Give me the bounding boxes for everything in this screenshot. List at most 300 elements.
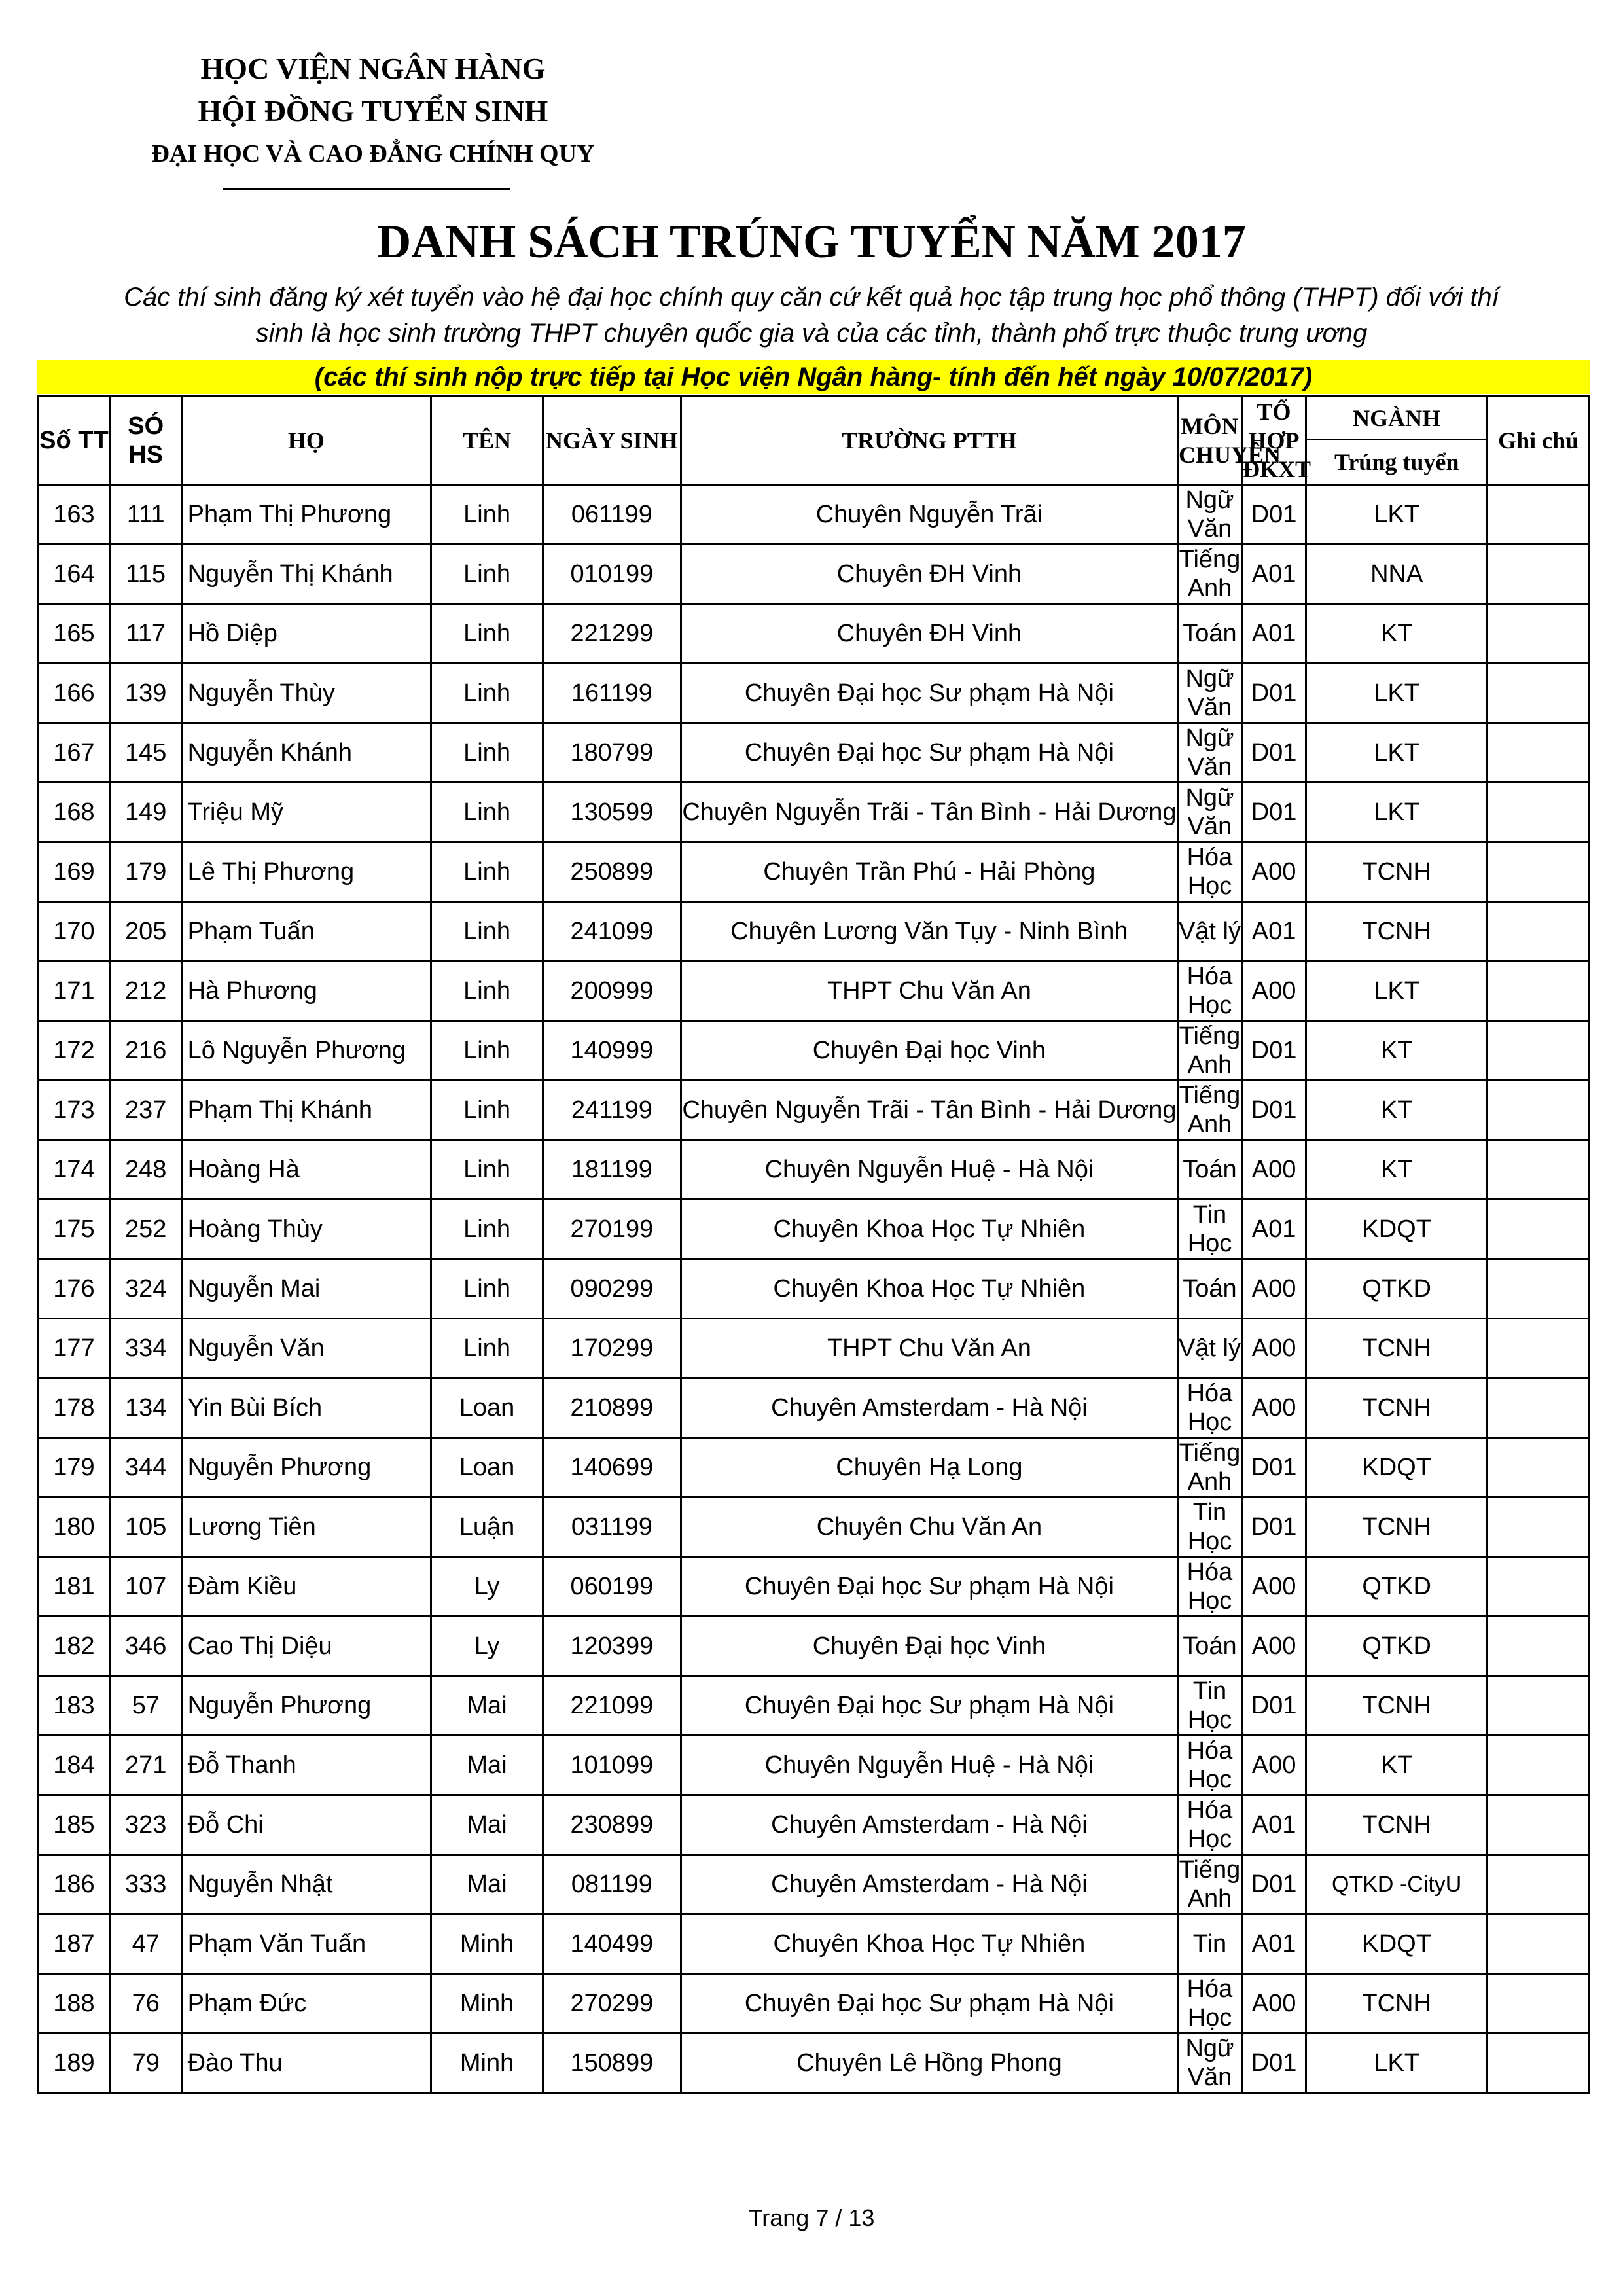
cell-ten: Linh [431, 545, 543, 604]
cell-ngaysinh: 270199 [543, 1200, 681, 1259]
cell-ghichu [1488, 1259, 1590, 1319]
cell-nganh: TCNH [1306, 1498, 1488, 1557]
cell-mon: Ngữ Văn [1177, 723, 1241, 783]
cell-sohs: 323 [110, 1795, 181, 1855]
cell-ho: Đỗ Chi [181, 1795, 431, 1855]
cell-sohs: 111 [110, 485, 181, 545]
table-row [38, 723, 1590, 783]
col-header-stt: Số TT [38, 397, 111, 485]
cell-nganh: LKT [1306, 961, 1488, 1021]
cell-nganh: KT [1306, 1081, 1488, 1140]
cell-sohs: 333 [110, 1855, 181, 1914]
cell-ten: Linh [431, 1259, 543, 1319]
cell-mon: Toán [1177, 1617, 1241, 1676]
table-row [38, 485, 1590, 545]
cell-ten: Minh [431, 2034, 543, 2093]
col-header-ghichu: Ghi chú [1488, 397, 1590, 485]
cell-sohs: 57 [110, 1676, 181, 1736]
cell-mon: Tiếng Anh [1177, 1081, 1241, 1140]
table-row [38, 842, 1590, 902]
table-row [38, 1140, 1590, 1200]
cell-ho: Hồ Diệp [181, 604, 431, 664]
cell-ghichu [1488, 1438, 1590, 1498]
cell-nganh: TCNH [1306, 1795, 1488, 1855]
cell-ghichu [1488, 1855, 1590, 1914]
cell-ghichu [1488, 1736, 1590, 1795]
cell-nganh: TCNH [1306, 902, 1488, 961]
cell-ho: Nguyễn Văn [181, 1319, 431, 1378]
cell-ghichu [1488, 961, 1590, 1021]
cell-tohop: D01 [1242, 1081, 1306, 1140]
cell-ngaysinh: 241199 [543, 1081, 681, 1140]
cell-ngaysinh: 140499 [543, 1914, 681, 1974]
cell-ngaysinh: 090299 [543, 1259, 681, 1319]
cell-ho: Lê Thị Phương [181, 842, 431, 902]
cell-truong: Chuyên Đại học Vinh [681, 1021, 1177, 1081]
cell-truong: Chuyên Amsterdam - Hà Nội [681, 1795, 1177, 1855]
cell-nganh: TCNH [1306, 1974, 1488, 2034]
cell-truong: THPT Chu Văn An [681, 961, 1177, 1021]
cell-ho: Cao Thị Diệu [181, 1617, 431, 1676]
table-row [38, 1557, 1590, 1617]
cell-nganh: LKT [1306, 485, 1488, 545]
cell-ngaysinh: 270299 [543, 1974, 681, 2034]
cell-sohs: 248 [110, 1140, 181, 1200]
cell-ho: Nguyễn Khánh [181, 723, 431, 783]
cell-ten: Linh [431, 1319, 543, 1378]
cell-mon: Hóa Học [1177, 961, 1241, 1021]
cell-mon: Hóa Học [1177, 1557, 1241, 1617]
cell-stt: 172 [38, 1021, 111, 1081]
cell-ho: Hoàng Thùy [181, 1200, 431, 1259]
cell-sohs: 115 [110, 545, 181, 604]
cell-ngaysinh: 010199 [543, 545, 681, 604]
cell-tohop: A00 [1242, 1974, 1306, 2034]
cell-tohop: D01 [1242, 2034, 1306, 2093]
cell-nganh: KT [1306, 1140, 1488, 1200]
cell-ghichu [1488, 1140, 1590, 1200]
cell-ten: Ly [431, 1557, 543, 1617]
cell-ho: Phạm Thị Khánh [181, 1081, 431, 1140]
cell-truong: Chuyên Đại học Sư phạm Hà Nội [681, 664, 1177, 723]
cell-nganh: TCNH [1306, 1319, 1488, 1378]
cell-ten: Minh [431, 1914, 543, 1974]
cell-ngaysinh: 130599 [543, 783, 681, 842]
cell-ten: Linh [431, 902, 543, 961]
cell-sohs: 346 [110, 1617, 181, 1676]
cell-nganh: QTKD [1306, 1259, 1488, 1319]
cell-truong: Chuyên Lương Văn Tụy - Ninh Bình [681, 902, 1177, 961]
cell-ngaysinh: 120399 [543, 1617, 681, 1676]
cell-tohop: A00 [1242, 1617, 1306, 1676]
cell-nganh: TCNH [1306, 1378, 1488, 1438]
cell-stt: 188 [38, 1974, 111, 2034]
cell-nganh: KT [1306, 1736, 1488, 1795]
cell-nganh: LKT [1306, 723, 1488, 783]
cell-sohs: 205 [110, 902, 181, 961]
cell-stt: 169 [38, 842, 111, 902]
cell-ngaysinh: 060199 [543, 1557, 681, 1617]
cell-truong: Chuyên Nguyễn Trãi - Tân Bình - Hải Dương [681, 1081, 1177, 1140]
cell-mon: Tin [1177, 1914, 1241, 1974]
cell-truong: Chuyên Lê Hồng Phong [681, 2034, 1177, 2093]
cell-ngaysinh: 200999 [543, 961, 681, 1021]
header-underline [223, 188, 510, 190]
cell-tohop: D01 [1242, 783, 1306, 842]
cell-tohop: A00 [1242, 1259, 1306, 1319]
cell-truong: Chuyên Khoa Học Tự Nhiên [681, 1200, 1177, 1259]
cell-ngaysinh: 150899 [543, 2034, 681, 2093]
cell-ngaysinh: 221299 [543, 604, 681, 664]
cell-truong: THPT Chu Văn An [681, 1319, 1177, 1378]
cell-tohop: A01 [1242, 545, 1306, 604]
table-row [38, 1200, 1590, 1259]
cell-ghichu [1488, 1974, 1590, 2034]
cell-stt: 167 [38, 723, 111, 783]
table-row [38, 1676, 1590, 1736]
cell-ghichu [1488, 485, 1590, 545]
cell-ghichu [1488, 1319, 1590, 1378]
cell-ho: Hoàng Hà [181, 1140, 431, 1200]
cell-tohop: A01 [1242, 604, 1306, 664]
cell-stt: 189 [38, 2034, 111, 2093]
cell-ngaysinh: 140999 [543, 1021, 681, 1081]
cell-ghichu [1488, 723, 1590, 783]
cell-ngaysinh: 230899 [543, 1795, 681, 1855]
cell-mon: Tin Học [1177, 1200, 1241, 1259]
cell-ghichu [1488, 1617, 1590, 1676]
cell-truong: Chuyên ĐH Vinh [681, 545, 1177, 604]
cell-sohs: 76 [110, 1974, 181, 2034]
col-header-ten: TÊN [431, 397, 543, 485]
cell-mon: Toán [1177, 1140, 1241, 1200]
cell-ten: Mai [431, 1855, 543, 1914]
cell-ho: Đào Thu [181, 2034, 431, 2093]
cell-ghichu [1488, 545, 1590, 604]
cell-ghichu [1488, 902, 1590, 961]
cell-nganh: NNA [1306, 545, 1488, 604]
cell-tohop: D01 [1242, 1498, 1306, 1557]
table-row [38, 902, 1590, 961]
col-header-ngaysinh: NGÀY SINH [543, 397, 681, 485]
cell-stt: 174 [38, 1140, 111, 1200]
cell-nganh: QTKD [1306, 1557, 1488, 1617]
table-row [38, 1617, 1590, 1676]
cell-ngaysinh: 170299 [543, 1319, 681, 1378]
cell-tohop: D01 [1242, 723, 1306, 783]
cell-ho: Nguyễn Phương [181, 1438, 431, 1498]
table-row [38, 1974, 1590, 2034]
table-body [38, 485, 1590, 2093]
cell-mon: Ngữ Văn [1177, 485, 1241, 545]
cell-tohop: A00 [1242, 961, 1306, 1021]
cell-mon: Hóa Học [1177, 842, 1241, 902]
cell-ten: Linh [431, 842, 543, 902]
cell-mon: Toán [1177, 604, 1241, 664]
cell-ngaysinh: 180799 [543, 723, 681, 783]
cell-stt: 178 [38, 1378, 111, 1438]
cell-stt: 185 [38, 1795, 111, 1855]
cell-ten: Loan [431, 1438, 543, 1498]
cell-stt: 165 [38, 604, 111, 664]
table-row [38, 1378, 1590, 1438]
cell-stt: 166 [38, 664, 111, 723]
cell-ten: Luận [431, 1498, 543, 1557]
cell-tohop: A00 [1242, 842, 1306, 902]
table-row [38, 2034, 1590, 2093]
cell-mon: Tiếng Anh [1177, 1438, 1241, 1498]
table-row [38, 1855, 1590, 1914]
col-header-nganh: NGÀNH [1306, 397, 1488, 440]
table-row [38, 1736, 1590, 1795]
cell-sohs: 252 [110, 1200, 181, 1259]
cell-ten: Linh [431, 485, 543, 545]
cell-ghichu [1488, 1021, 1590, 1081]
cell-sohs: 134 [110, 1378, 181, 1438]
cell-mon: Vật lý [1177, 1319, 1241, 1378]
cell-mon: Tiếng Anh [1177, 545, 1241, 604]
cell-ghichu [1488, 1557, 1590, 1617]
intro-line-2: sinh là học sinh trường THPT chuyên quốc gia và của các tỉnh, thành phố trực thuộc trung ương [255, 319, 1368, 348]
cell-sohs: 105 [110, 1498, 181, 1557]
cell-stt: 163 [38, 485, 111, 545]
cell-stt: 180 [38, 1498, 111, 1557]
cell-sohs: 212 [110, 961, 181, 1021]
cell-ten: Linh [431, 604, 543, 664]
cell-ghichu [1488, 783, 1590, 842]
cell-nganh: KDQT [1306, 1438, 1488, 1498]
cell-ghichu [1488, 2034, 1590, 2093]
cell-mon: Hóa Học [1177, 1736, 1241, 1795]
cell-tohop: D01 [1242, 485, 1306, 545]
cell-stt: 164 [38, 545, 111, 604]
cell-tohop: A01 [1242, 1200, 1306, 1259]
table-row [38, 545, 1590, 604]
cell-nganh: KT [1306, 604, 1488, 664]
intro-line-1: Các thí sinh đăng ký xét tuyển vào hệ đại học chính quy căn cứ kết quả học tập trung học phổ thông (THPT) đối với thí [124, 283, 1499, 312]
cell-ghichu [1488, 842, 1590, 902]
cell-stt: 177 [38, 1319, 111, 1378]
cell-ngaysinh: 061199 [543, 485, 681, 545]
program-name: ĐẠI HỌC VÀ CAO ĐẲNG CHÍNH QUY [151, 140, 595, 168]
cell-ten: Linh [431, 664, 543, 723]
cell-truong: Chuyên Đại học Vinh [681, 1617, 1177, 1676]
cell-truong: Chuyên Đại học Sư phạm Hà Nội [681, 1974, 1177, 2034]
cell-mon: Tin Học [1177, 1676, 1241, 1736]
cell-ho: Lương Tiên [181, 1498, 431, 1557]
cell-ghichu [1488, 1081, 1590, 1140]
table-row [38, 1498, 1590, 1557]
cell-sohs: 139 [110, 664, 181, 723]
cell-nganh: QTKD [1306, 1617, 1488, 1676]
cell-stt: 184 [38, 1736, 111, 1795]
table-row [38, 1795, 1590, 1855]
cell-nganh: LKT [1306, 783, 1488, 842]
cell-sohs: 216 [110, 1021, 181, 1081]
cell-ho: Phạm Thị Phương [181, 485, 431, 545]
cell-sohs: 149 [110, 783, 181, 842]
col-header-sohs: SÓ HS [110, 397, 181, 485]
cell-ten: Linh [431, 723, 543, 783]
cell-sohs: 271 [110, 1736, 181, 1795]
cell-sohs: 179 [110, 842, 181, 902]
cell-truong: Chuyên ĐH Vinh [681, 604, 1177, 664]
cell-stt: 182 [38, 1617, 111, 1676]
cell-mon: Ngữ Văn [1177, 2034, 1241, 2093]
cell-ho: Hà Phương [181, 961, 431, 1021]
cell-ho: Phạm Văn Tuấn [181, 1914, 431, 1974]
cell-nganh: KT [1306, 1021, 1488, 1081]
cell-truong: Chuyên Amsterdam - Hà Nội [681, 1855, 1177, 1914]
cell-sohs: 237 [110, 1081, 181, 1140]
cell-truong: Chuyên Khoa Học Tự Nhiên [681, 1259, 1177, 1319]
cell-ho: Đàm Kiều [181, 1557, 431, 1617]
cell-tohop: D01 [1242, 1855, 1306, 1914]
cell-stt: 173 [38, 1081, 111, 1140]
cell-ho: Phạm Đức [181, 1974, 431, 2034]
table-row [38, 1021, 1590, 1081]
cell-sohs: 324 [110, 1259, 181, 1319]
cell-nganh: KDQT [1306, 1914, 1488, 1974]
cell-tohop: A01 [1242, 1914, 1306, 1974]
cell-truong: Chuyên Đại học Sư phạm Hà Nội [681, 1557, 1177, 1617]
council-name: HỘI ĐỒNG TUYỂN SINH [198, 94, 548, 128]
cell-ngaysinh: 241099 [543, 902, 681, 961]
cell-nganh: QTKD -CityU [1306, 1855, 1488, 1914]
highlight-banner: (các thí sinh nộp trực tiếp tại Học viện Ngân hàng- tính đến hết ngày 10/07/2017) [37, 360, 1590, 394]
col-header-truong: TRƯỜNG PTTH [681, 397, 1177, 485]
cell-ten: Mai [431, 1795, 543, 1855]
cell-mon: Tiếng Anh [1177, 1855, 1241, 1914]
admission-table [37, 395, 1590, 2094]
cell-ghichu [1488, 1498, 1590, 1557]
cell-nganh: KDQT [1306, 1200, 1488, 1259]
cell-sohs: 334 [110, 1319, 181, 1378]
cell-ghichu [1488, 604, 1590, 664]
cell-ho: Yin Bùi Bích [181, 1378, 431, 1438]
cell-tohop: A01 [1242, 902, 1306, 961]
cell-tohop: A00 [1242, 1140, 1306, 1200]
cell-truong: Chuyên Đại học Sư phạm Hà Nội [681, 723, 1177, 783]
cell-truong: Chuyên Nguyễn Trãi - Tân Bình - Hải Dương [681, 783, 1177, 842]
org-name: HỌC VIỆN NGÂN HÀNG [200, 52, 546, 85]
cell-mon: Tin Học [1177, 1498, 1241, 1557]
cell-ngaysinh: 221099 [543, 1676, 681, 1736]
cell-stt: 187 [38, 1914, 111, 1974]
cell-stt: 186 [38, 1855, 111, 1914]
cell-ho: Phạm Tuấn [181, 902, 431, 961]
cell-ho: Nguyễn Nhật [181, 1855, 431, 1914]
cell-mon: Vật lý [1177, 902, 1241, 961]
cell-ngaysinh: 031199 [543, 1498, 681, 1557]
cell-mon: Hóa Học [1177, 1795, 1241, 1855]
cell-mon: Tiếng Anh [1177, 1021, 1241, 1081]
cell-ten: Linh [431, 1081, 543, 1140]
cell-ten: Minh [431, 1974, 543, 2034]
table-row [38, 961, 1590, 1021]
cell-ghichu [1488, 664, 1590, 723]
cell-tohop: A00 [1242, 1319, 1306, 1378]
cell-stt: 183 [38, 1676, 111, 1736]
cell-ten: Linh [431, 1021, 543, 1081]
cell-truong: Chuyên Nguyễn Huệ - Hà Nội [681, 1736, 1177, 1795]
col-header-mon: MÔN CHUYÊN [1177, 397, 1241, 485]
cell-ho: Nguyễn Thùy [181, 664, 431, 723]
cell-sohs: 79 [110, 2034, 181, 2093]
cell-ho: Nguyễn Mai [181, 1259, 431, 1319]
table-row [38, 604, 1590, 664]
cell-sohs: 47 [110, 1914, 181, 1974]
cell-ghichu [1488, 1378, 1590, 1438]
cell-ten: Mai [431, 1736, 543, 1795]
cell-mon: Toán [1177, 1259, 1241, 1319]
cell-tohop: D01 [1242, 664, 1306, 723]
cell-mon: Hóa Học [1177, 1974, 1241, 2034]
cell-tohop: A01 [1242, 1795, 1306, 1855]
table-row [38, 664, 1590, 723]
cell-ngaysinh: 181199 [543, 1140, 681, 1200]
cell-tohop: A00 [1242, 1736, 1306, 1795]
cell-mon: Hóa Học [1177, 1378, 1241, 1438]
cell-sohs: 117 [110, 604, 181, 664]
cell-nganh: TCNH [1306, 1676, 1488, 1736]
cell-stt: 168 [38, 783, 111, 842]
table-row [38, 1319, 1590, 1378]
cell-sohs: 344 [110, 1438, 181, 1498]
cell-ngaysinh: 250899 [543, 842, 681, 902]
cell-ho: Nguyễn Thị Khánh [181, 545, 431, 604]
table-row [38, 1259, 1590, 1319]
page-title: DANH SÁCH TRÚNG TUYỂN NĂM 2017 [377, 215, 1246, 268]
cell-ho: Nguyễn Phương [181, 1676, 431, 1736]
table-row [38, 783, 1590, 842]
cell-ten: Ly [431, 1617, 543, 1676]
cell-nganh: LKT [1306, 2034, 1488, 2093]
cell-ghichu [1488, 1676, 1590, 1736]
cell-ho: Lô Nguyễn Phương [181, 1021, 431, 1081]
cell-truong: Chuyên Khoa Học Tự Nhiên [681, 1914, 1177, 1974]
cell-ten: Loan [431, 1378, 543, 1438]
cell-ten: Linh [431, 783, 543, 842]
cell-ho: Triệu Mỹ [181, 783, 431, 842]
cell-nganh: TCNH [1306, 842, 1488, 902]
cell-truong: Chuyên Đại học Sư phạm Hà Nội [681, 1676, 1177, 1736]
cell-truong: Chuyên Hạ Long [681, 1438, 1177, 1498]
cell-mon: Ngữ Văn [1177, 783, 1241, 842]
cell-stt: 171 [38, 961, 111, 1021]
cell-ghichu [1488, 1914, 1590, 1974]
cell-ten: Linh [431, 1140, 543, 1200]
cell-ghichu [1488, 1795, 1590, 1855]
cell-stt: 181 [38, 1557, 111, 1617]
cell-truong: Chuyên Trần Phú - Hải Phòng [681, 842, 1177, 902]
cell-tohop: A00 [1242, 1557, 1306, 1617]
cell-ten: Linh [431, 1200, 543, 1259]
cell-ngaysinh: 210899 [543, 1378, 681, 1438]
cell-stt: 176 [38, 1259, 111, 1319]
cell-truong: Chuyên Amsterdam - Hà Nội [681, 1378, 1177, 1438]
col-header-ho: HỌ [181, 397, 431, 485]
cell-ngaysinh: 161199 [543, 664, 681, 723]
cell-truong: Chuyên Nguyễn Huệ - Hà Nội [681, 1140, 1177, 1200]
cell-ngaysinh: 140699 [543, 1438, 681, 1498]
cell-sohs: 107 [110, 1557, 181, 1617]
cell-nganh: LKT [1306, 664, 1488, 723]
cell-mon: Ngữ Văn [1177, 664, 1241, 723]
cell-sohs: 145 [110, 723, 181, 783]
cell-tohop: D01 [1242, 1438, 1306, 1498]
cell-tohop: D01 [1242, 1676, 1306, 1736]
